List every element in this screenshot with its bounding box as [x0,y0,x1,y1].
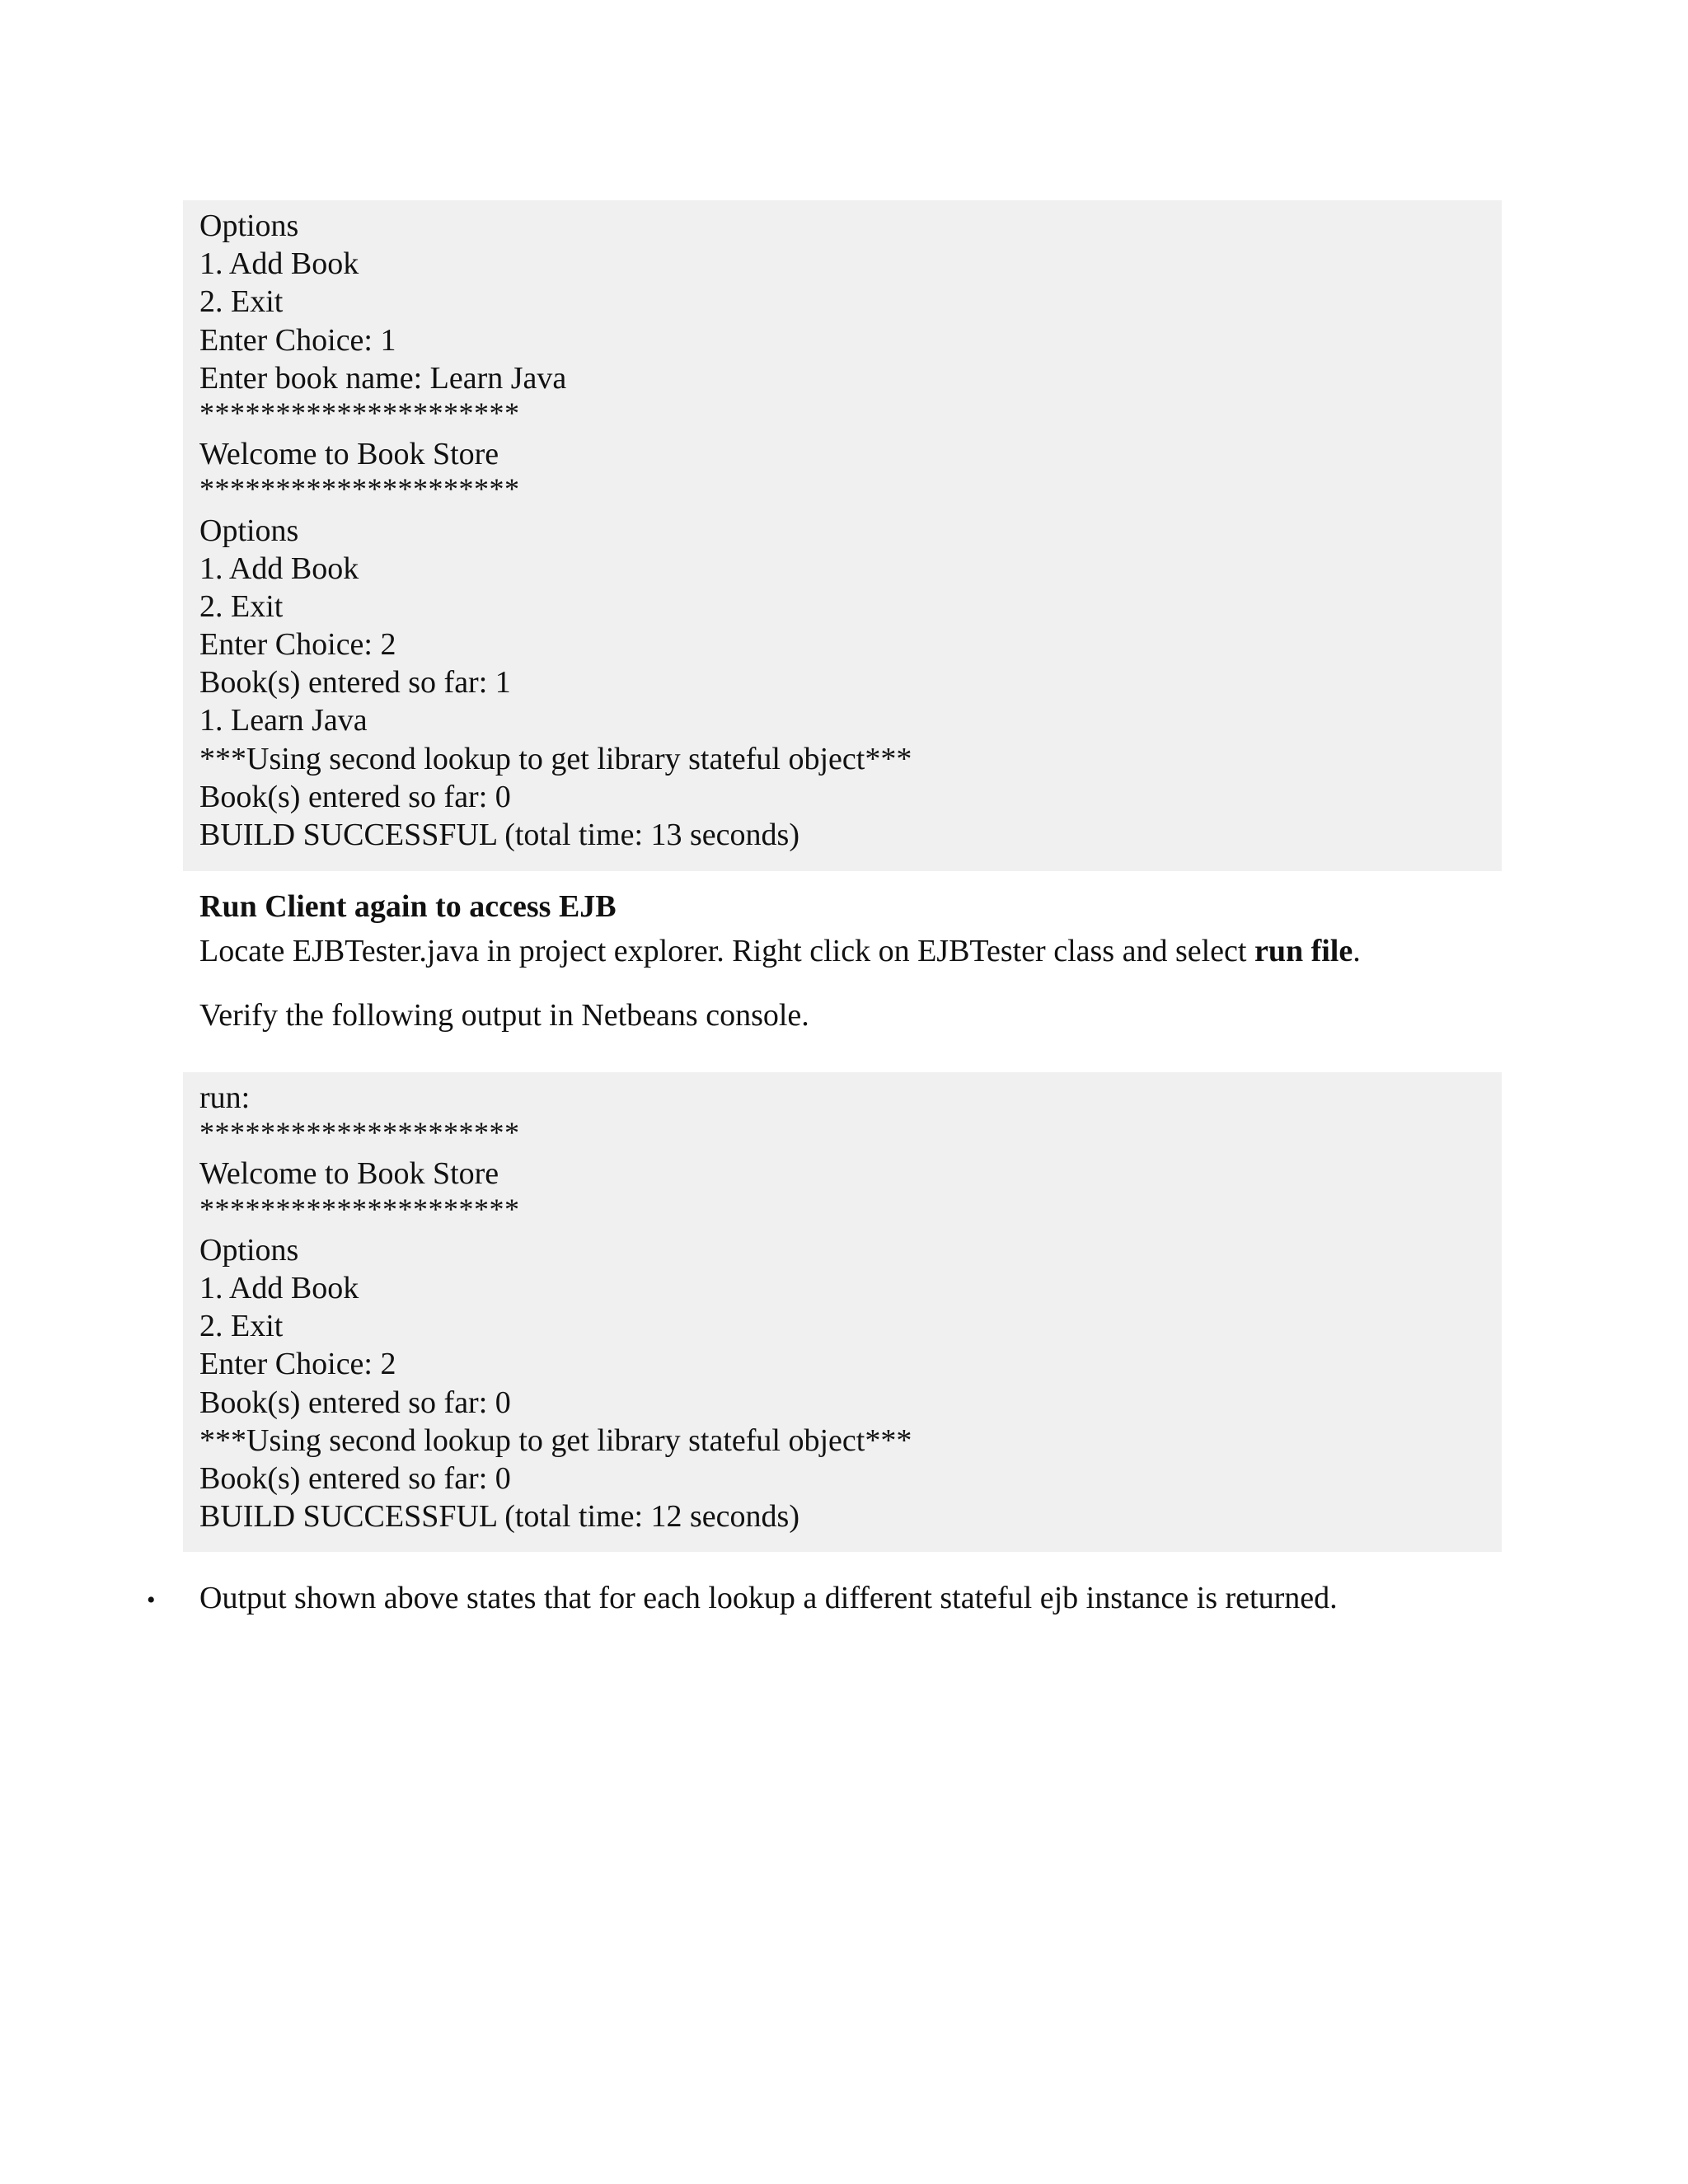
console-line: ***Using second lookup to get library stateful object*** [199,741,912,776]
console-line: 1. Add Book [199,1270,359,1305]
console-line: Book(s) entered so far: 1 [199,665,511,701]
console-line: Enter Choice: 2 [199,1347,396,1382]
console-output-box-1 [183,200,1502,871]
console-line: BUILD SUCCESSFUL (total time: 13 seconds) [199,818,799,852]
console-line: Book(s) entered so far: 0 [199,1460,511,1496]
console-line: 2. Exit [199,588,284,624]
console-line: Enter Choice: 2 [199,627,396,663]
instruction-bold-text: run file [1254,934,1353,968]
console-line-separator: ********************* [199,1116,520,1150]
console-line: ***Using second lookup to get library stateful object*** [199,1422,912,1458]
instruction-text: Locate EJBTester.java in project explorer. Right click on EJBTester class and select [199,934,1254,968]
console-line: Book(s) entered so far: 0 [199,1385,511,1420]
console-line: Book(s) entered so far: 0 [199,779,511,814]
bullet-icon: • [147,1586,156,1614]
bullet-text: Output shown above states that for each lookup a different stateful ejb instance is returned. [199,1581,1338,1615]
console-line: BUILD SUCCESSFUL (total time: 12 seconds) [199,1499,799,1535]
console-line: 2. Exit [199,284,284,320]
console-line: Options [199,1232,299,1268]
console-line: 1. Add Book [199,551,359,586]
console-line-separator: ********************* [199,1192,520,1226]
section-heading: Run Client again to access EJB [199,889,617,924]
console-line-separator: ********************* [199,396,520,429]
console-line: Welcome to Book Store [199,437,499,472]
console-line: Welcome to Book Store [199,1156,499,1192]
console-line-separator: ********************* [199,472,520,506]
console-line: run: [199,1080,251,1115]
console-line: Enter Choice: 1 [199,322,396,358]
verify-paragraph: Verify the following output in Netbeans console. [199,998,809,1033]
console-line: 1. Add Book [199,246,359,282]
console-line: 2. Exit [199,1309,284,1344]
instruction-text-end: . [1353,934,1361,968]
console-output-box-2 [183,1072,1502,1552]
console-line: 1. Learn Java [199,703,368,738]
console-line: Enter book name: Learn Java [199,360,567,396]
console-line: Options [199,209,299,243]
console-line: Options [199,513,299,548]
instruction-paragraph [199,933,1361,969]
